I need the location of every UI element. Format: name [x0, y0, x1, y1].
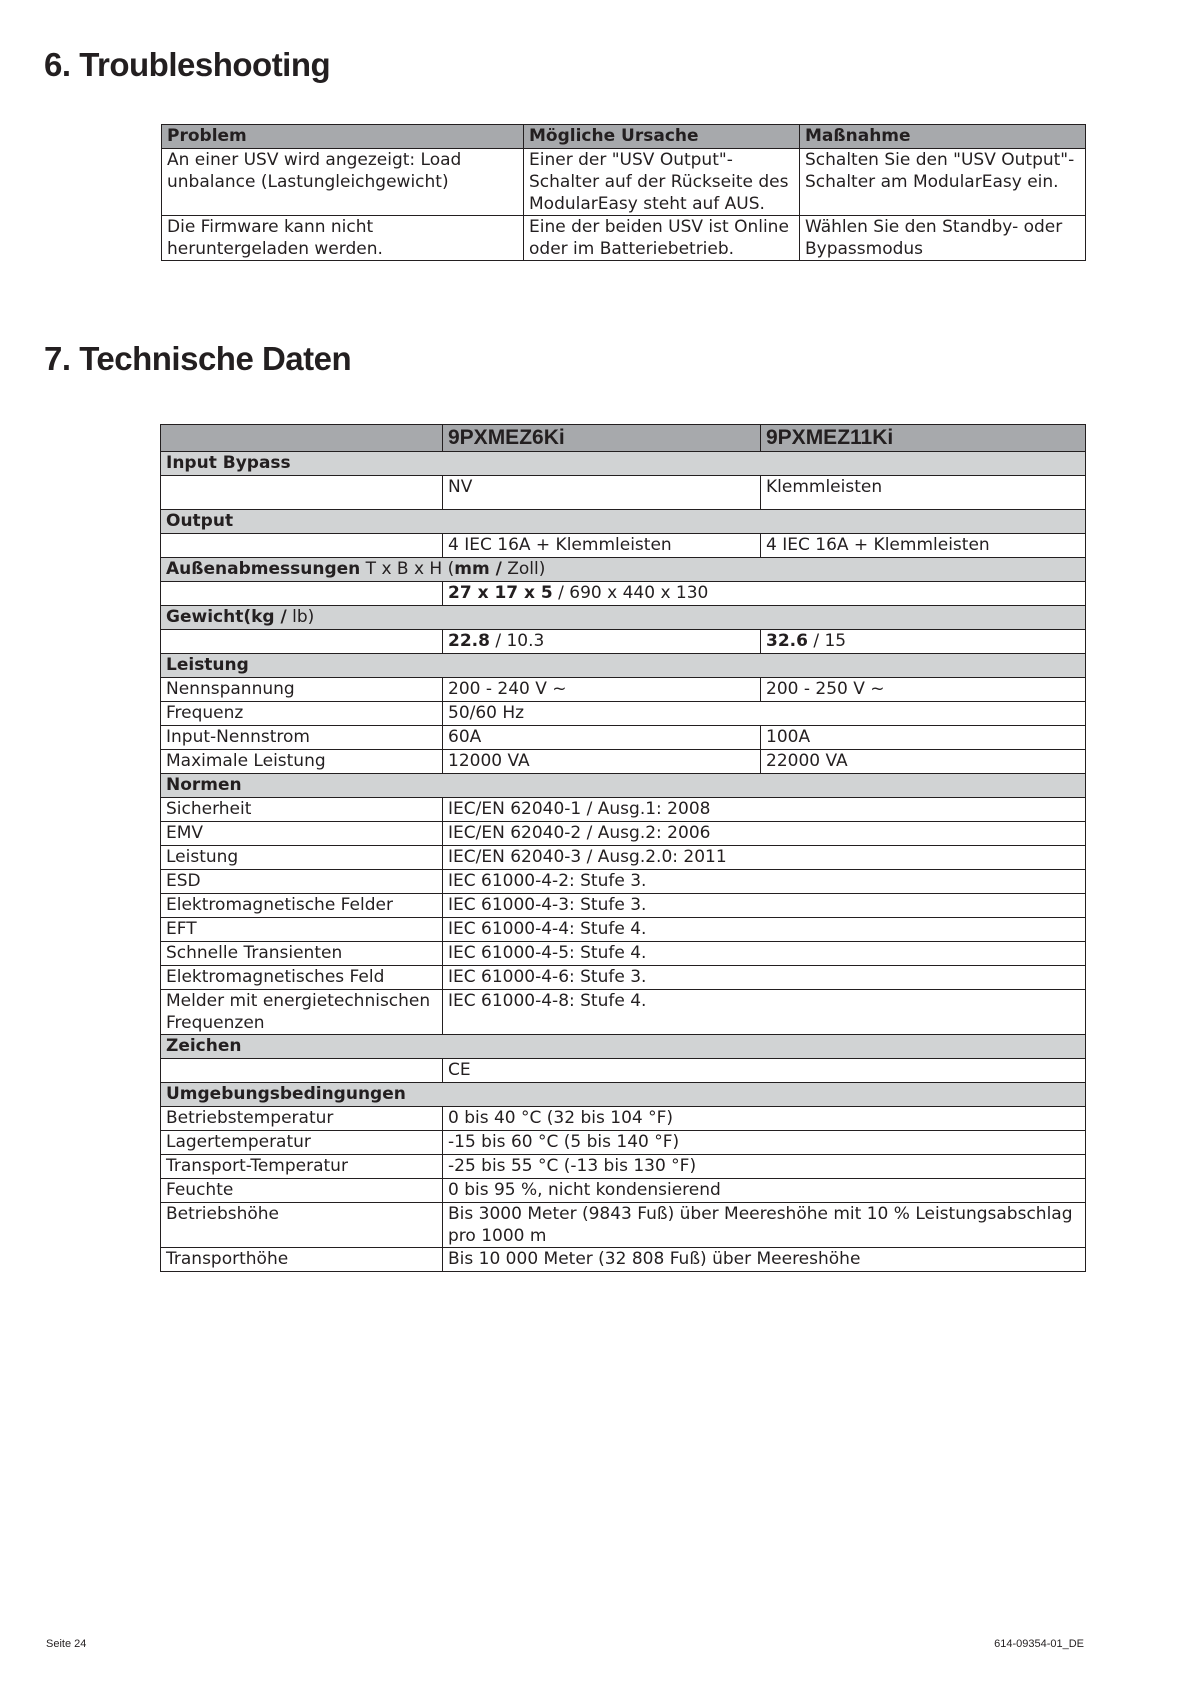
table-row: [161, 582, 1086, 606]
table-row: [161, 726, 1086, 750]
table-row: [161, 678, 1086, 702]
row-label: Elektromagnetisches Feld: [161, 966, 443, 990]
weight-v1-rest: / 10.3: [489, 631, 545, 651]
tech-data-table: [160, 424, 1086, 1272]
value-cell: [443, 630, 761, 654]
table-row: [161, 534, 1086, 558]
table-row: [161, 798, 1086, 822]
row-label: Sicherheit: [161, 798, 443, 822]
row-label: Schnelle Transienten: [161, 942, 443, 966]
value-cell: [443, 582, 1086, 606]
weight-v2-rest: / 15: [807, 631, 847, 651]
value-cell: 200 - 250 V ~: [761, 678, 1086, 702]
table-row: [161, 702, 1086, 726]
value-cell: 60A: [443, 726, 761, 750]
value-cell: 22000 VA: [761, 750, 1086, 774]
value-cell: IEC 61000-4-5: Stufe 4.: [443, 942, 1086, 966]
row-label: Nennspannung: [161, 678, 443, 702]
action-cell: Wählen Sie den Standby- oder Bypassmodus: [800, 216, 1086, 261]
table-header-row: [162, 125, 1086, 149]
table-row: [161, 1107, 1086, 1131]
table-row: [162, 216, 1086, 261]
table-row: [161, 1203, 1086, 1248]
value-cell: 0 bis 40 °C (32 bis 104 °F): [443, 1107, 1086, 1131]
value-cell: [761, 630, 1086, 654]
table-row: [161, 750, 1086, 774]
value-cell: Bis 10 000 Meter (32 808 Fuß) über Meereshöhe: [443, 1248, 1086, 1272]
row-label-blank: [161, 1059, 443, 1083]
row-label: EMV: [161, 822, 443, 846]
action-cell: Schalten Sie den "USV Output"-Schalter am ModularEasy ein.: [800, 149, 1086, 216]
header-cause: Mögliche Ursache: [524, 125, 800, 149]
header-problem: Problem: [162, 125, 524, 149]
section-7-title: 7. Technische Daten: [44, 340, 352, 377]
table-row: [161, 1248, 1086, 1272]
value-cell: Bis 3000 Meter (9843 Fuß) über Meereshöhe mit 10 % Leistungsabschlag pro 1000 m: [443, 1203, 1086, 1248]
dimensions-title-rest: T x B x H (: [360, 559, 455, 579]
row-label: Lagertemperatur: [161, 1131, 443, 1155]
row-label-blank: [161, 630, 443, 654]
value-cell: 200 - 240 V ~: [443, 678, 761, 702]
row-label: Transporthöhe: [161, 1248, 443, 1272]
value-cell: 0 bis 95 %, nicht kondensierend: [443, 1179, 1086, 1203]
row-label: Maximale Leistung: [161, 750, 443, 774]
section-dimensions: [161, 558, 1086, 582]
table-row: [161, 846, 1086, 870]
section-leistung: Leistung: [161, 654, 1086, 678]
dimensions-title-bold: Außenabmessungen: [166, 559, 361, 579]
table-row: [161, 1179, 1086, 1203]
value-cell: -25 bis 55 °C (-13 bis 130 °F): [443, 1155, 1086, 1179]
section-6-title: 6. Troubleshooting: [44, 46, 331, 83]
table-row: [161, 942, 1086, 966]
header-model-6ki: 9PXMEZ6Ki: [443, 425, 761, 452]
troubleshooting-table: [161, 124, 1086, 261]
value-cell: IEC 61000-4-2: Stufe 3.: [443, 870, 1086, 894]
row-label-blank: [161, 476, 443, 510]
value-cell: IEC/EN 62040-3 / Ausg.2.0: 2011: [443, 846, 1086, 870]
table-row: [161, 476, 1086, 510]
weight-v1-bold: 22.8: [448, 631, 490, 651]
table-row: [161, 894, 1086, 918]
weight-title-rest: lb): [286, 607, 315, 627]
table-row: [161, 630, 1086, 654]
table-row: [161, 1131, 1086, 1155]
row-label: EFT: [161, 918, 443, 942]
value-cell: IEC 61000-4-4: Stufe 4.: [443, 918, 1086, 942]
dimensions-value-bold: 27 x 17 x 5: [448, 583, 553, 603]
dimensions-unit-bold: mm /: [454, 559, 502, 579]
value-cell: -15 bis 60 °C (5 bis 140 °F): [443, 1131, 1086, 1155]
value-cell: IEC/EN 62040-1 / Ausg.1: 2008: [443, 798, 1086, 822]
row-label-blank: [161, 534, 443, 558]
value-cell: CE: [443, 1059, 1086, 1083]
section-input-bypass: Input Bypass: [161, 452, 1086, 476]
value-cell: IEC 61000-4-6: Stufe 3.: [443, 966, 1086, 990]
header-model-11ki: 9PXMEZ11Ki: [761, 425, 1086, 452]
value-cell: 100A: [761, 726, 1086, 750]
dimensions-unit-rest: Zoll): [501, 559, 546, 579]
table-row: [161, 870, 1086, 894]
value-cell: IEC 61000-4-8: Stufe 4.: [443, 990, 1086, 1035]
problem-cell: Die Firmware kann nicht heruntergeladen werden.: [162, 216, 524, 261]
value-cell: Klemmleisten: [761, 476, 1086, 510]
value-cell: NV: [443, 476, 761, 510]
section-output: Output: [161, 510, 1086, 534]
table-row: [161, 990, 1086, 1035]
value-cell: 50/60 Hz: [443, 702, 1086, 726]
row-label: Transport-Temperatur: [161, 1155, 443, 1179]
weight-v2-bold: 32.6: [766, 631, 808, 651]
table-row: [161, 966, 1086, 990]
row-label: Leistung: [161, 846, 443, 870]
value-cell: 4 IEC 16A + Klemmleisten: [761, 534, 1086, 558]
page-number: Seite 24: [46, 1638, 87, 1650]
cause-cell: Einer der "USV Output"-Schalter auf der Rückseite des ModularEasy steht auf AUS.: [524, 149, 800, 216]
cause-cell: Eine der beiden USV ist Online oder im Batteriebetrieb.: [524, 216, 800, 261]
section-normen: Normen: [161, 774, 1086, 798]
section-zeichen: Zeichen: [161, 1035, 1086, 1059]
row-label: Betriebshöhe: [161, 1203, 443, 1248]
dimensions-value-rest: / 690 x 440 x 130: [552, 583, 709, 603]
model-header-row: [161, 425, 1086, 452]
section-weight: [161, 606, 1086, 630]
value-cell: IEC/EN 62040-2 / Ausg.2: 2006: [443, 822, 1086, 846]
row-label: Betriebstemperatur: [161, 1107, 443, 1131]
row-label: Input-Nennstrom: [161, 726, 443, 750]
header-action: Maßnahme: [800, 125, 1086, 149]
document-id: 614-09354-01_DE: [994, 1638, 1084, 1650]
table-row: [161, 1155, 1086, 1179]
row-label: ESD: [161, 870, 443, 894]
table-row: [161, 1059, 1086, 1083]
value-cell: 12000 VA: [443, 750, 761, 774]
row-label: Elektromagnetische Felder: [161, 894, 443, 918]
row-label-blank: [161, 582, 443, 606]
header-blank: [161, 425, 443, 452]
table-row: [161, 822, 1086, 846]
row-label: Frequenz: [161, 702, 443, 726]
table-row: [161, 918, 1086, 942]
value-cell: IEC 61000-4-3: Stufe 3.: [443, 894, 1086, 918]
value-cell: 4 IEC 16A + Klemmleisten: [443, 534, 761, 558]
table-row: [162, 149, 1086, 216]
problem-cell: An einer USV wird angezeigt: Load unbalance (Lastungleichgewicht): [162, 149, 524, 216]
weight-title-bold: Gewicht(kg /: [166, 607, 287, 627]
row-label: Feuchte: [161, 1179, 443, 1203]
row-label: Melder mit energietechnischen Frequenzen: [161, 990, 443, 1035]
section-umgebung: Umgebungsbedingungen: [161, 1083, 1086, 1107]
